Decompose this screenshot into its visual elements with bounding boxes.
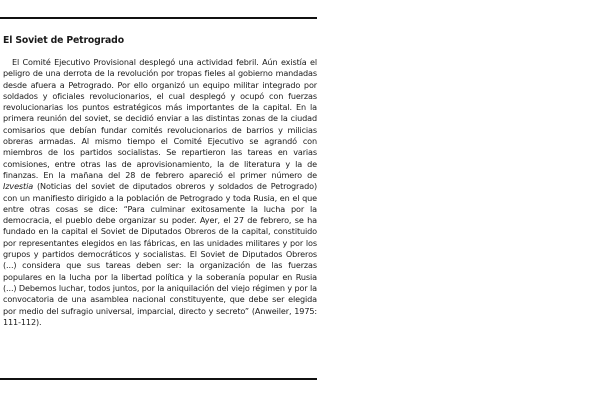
body-text-part2: (Noticias del soviet de diputados obreros y soldados de Petrogrado) con un manifiesto dirigido a la población de Petrogrado y toda Rusia, en el que entre otras cosas se dice: “Para culminar exitosamente la lucha por la democracia, el pueblo debe organizar su poder. Ayer, el 27 de febrero, se ha fundado en la capital el Soviet de Diputados Obreros de la capital, constituido por representantes elegidos en las fábricas, en las unidades militares y por los grupos y partidos democráticos y socialistas. El Soviet de Diputados Obreros (...) considera que sus tareas deben ser: la organización de las fuerzas populares en la lucha por la libertad política y la soberanía popular en Rusia (...) Debemos luchar, todos juntos, por la aniquilación del viejo régimen y por la convocatoria de una asamblea nacional constituyente, que debe ser elegida por medio del sufragio universal, imparcial, directo y secreto” (Anweiler, 1975: 111-112). (3, 181, 317, 327)
top-rule (0, 17, 317, 19)
body-text-part1: El Comité Ejecutivo Provisional desplegó una actividad febril. Aún existía el peligro de una derrota de la revolución por tropas fieles al gobierno mandadas desde afuera a Petrogrado. Por ello organizó un equipo militar integrado por soldados y oficiales revolucionarios, el cual desplegó y ocupó con fuerzas revolucionarias los puntos estratégicos más importantes de la capital. En la primera reunión del soviet, se decidió enviar a las distintas zonas de la ciudad comisarios que debían fundar comités revolucionarios de barrios y milicias obreras armadas. Al mismo tiempo el Comité Ejecutivo se agrandó con miembros de los partidos socialistas. Se repartieron las tareas en varias comisiones, entre otras las de aprovisionamiento, la de literatura y la de finanzas. En la mañana del 28 de febrero apareció el primer número de (3, 57, 317, 180)
box-body-paragraph (3, 57, 317, 328)
sidebar-box (0, 17, 317, 328)
bottom-rule (0, 378, 317, 380)
newspaper-name: Izvestia (3, 181, 34, 192)
box-title: El Soviet de Petrogrado (3, 35, 124, 46)
